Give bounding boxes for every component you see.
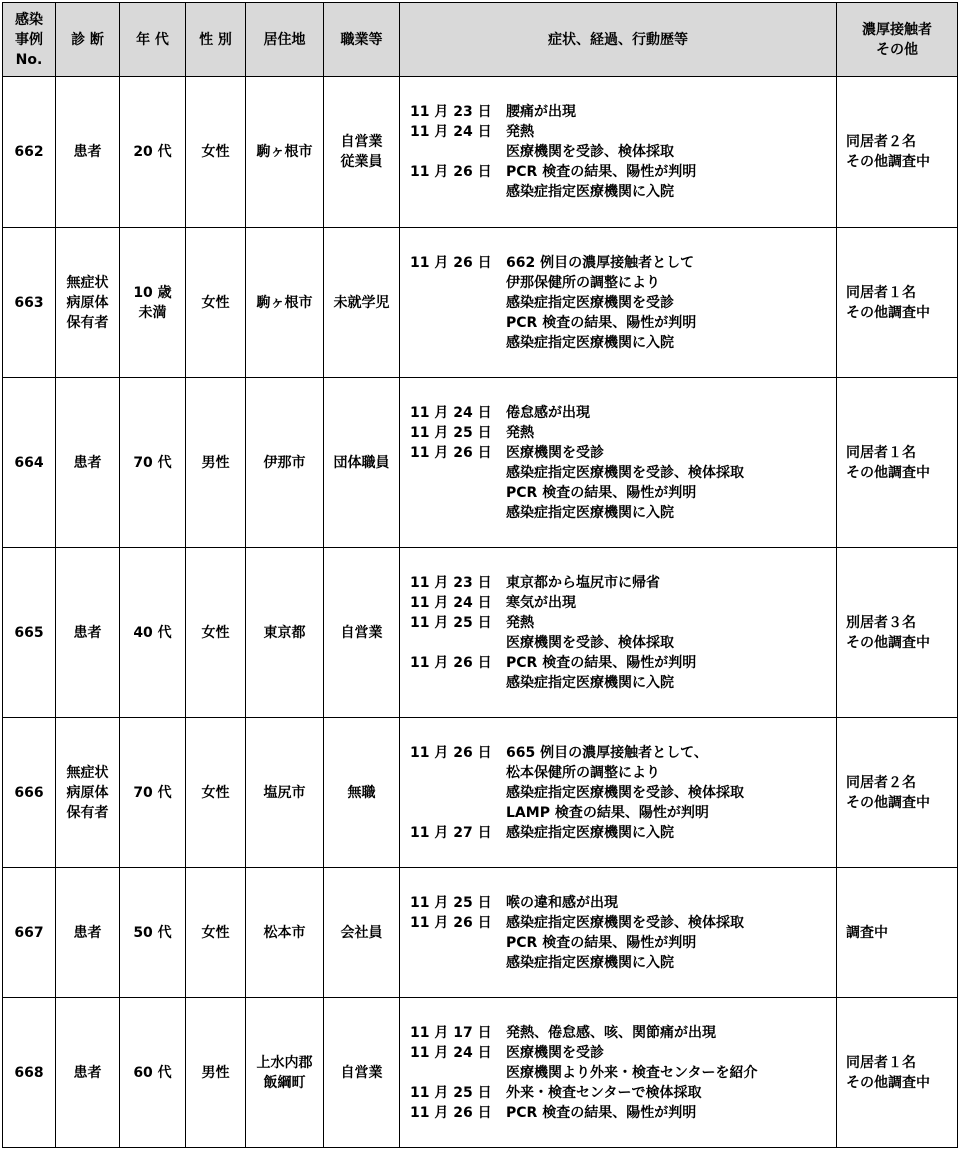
case-number-text: 662 — [14, 144, 44, 160]
course-date: 11 月 27 日 — [410, 824, 492, 841]
diagnosis-cell — [56, 998, 120, 1148]
residence-text: 東京都 — [263, 624, 306, 641]
residence-cell — [246, 378, 324, 548]
course-date: 11 月 26 日 — [410, 164, 492, 180]
course-event: LAMP 検査の結果、陽性が判明 — [506, 804, 709, 821]
course-line — [410, 653, 836, 673]
sex-text: 女性 — [201, 924, 230, 941]
course-event: 感染症指定医療機関に入院 — [506, 504, 674, 521]
course-cell — [400, 718, 837, 868]
course-date: 11 月 26 日 — [410, 254, 492, 271]
case-number-cell — [3, 548, 56, 718]
course-date — [410, 1063, 506, 1083]
residence-cell — [246, 548, 324, 718]
course-event: PCR 検査の結果、陽性が判明 — [506, 1104, 697, 1121]
course-line — [410, 142, 836, 162]
course-event: 倦怠感が出現 — [506, 404, 590, 421]
course-date — [410, 182, 506, 202]
occupation-text: 団体職員 — [333, 454, 390, 471]
residence-text: 駒ヶ根市 — [256, 294, 313, 311]
course-event: 感染症指定医療機関を受診、検体採取 — [506, 464, 744, 481]
course-line — [410, 933, 836, 953]
course-line — [410, 122, 836, 142]
course-date — [410, 503, 506, 523]
course-date — [410, 313, 506, 333]
course-event: 感染症指定医療機関に入院 — [506, 184, 674, 200]
table-row — [3, 718, 958, 868]
course-event: 伊那保健所の調整により — [506, 274, 660, 291]
case-number-cell — [3, 868, 56, 998]
course-cell — [400, 77, 837, 228]
course-line — [410, 893, 836, 913]
course-cell — [400, 998, 837, 1148]
course-line — [410, 953, 836, 973]
course-date: 11 月 25 日 — [410, 424, 492, 441]
course-line — [410, 313, 836, 333]
course-event: 医療機関より外来・検査センターを紹介 — [506, 1064, 758, 1081]
course-date: 11 月 26 日 — [410, 914, 492, 931]
header-contacts: 濃厚接触者 その他 — [837, 3, 958, 77]
occupation-text: 自営業 従業員 — [340, 134, 383, 170]
age-group-cell — [120, 718, 186, 868]
course-date: 11 月 24 日 — [410, 404, 492, 421]
sex-text: 女性 — [201, 784, 230, 801]
course-line — [410, 1063, 836, 1083]
residence-text: 上水内郡 飯綱町 — [256, 1054, 313, 1091]
occupation-text: 自営業 — [340, 624, 383, 641]
course-event: 外来・検査センターで検体採取 — [506, 1084, 702, 1101]
course-date — [410, 673, 506, 693]
diagnosis-text: 患者 — [73, 624, 102, 641]
course-date: 11 月 25 日 — [410, 1084, 492, 1101]
sex-cell — [186, 548, 246, 718]
course-event: 感染症指定医療機関に入院 — [506, 334, 674, 351]
age-group-text: 10 歳 未満 — [133, 284, 172, 321]
course-line — [410, 463, 836, 483]
course-event: 腰痛が出現 — [506, 104, 576, 120]
case-number-cell — [3, 718, 56, 868]
course-line — [410, 613, 836, 633]
course-date — [410, 463, 506, 483]
case-table — [2, 2, 958, 1148]
course-line — [410, 593, 836, 613]
course-date — [410, 483, 506, 503]
residence-text: 駒ヶ根市 — [256, 144, 313, 160]
course-event: 発熱 — [506, 424, 534, 441]
contacts-text: 同居者２名 その他調査中 — [846, 134, 930, 170]
diagnosis-text: 患者 — [73, 924, 102, 941]
course-event: 松本保健所の調整により — [506, 764, 660, 781]
diagnosis-text: 無症状 病原体 保有者 — [66, 764, 109, 821]
residence-cell — [246, 228, 324, 378]
case-number-cell — [3, 228, 56, 378]
course-event: 寒気が出現 — [506, 594, 576, 611]
course-date — [410, 273, 506, 293]
occupation-cell — [324, 548, 400, 718]
course-date — [410, 633, 506, 653]
course-event: 医療機関を受診、検体採取 — [506, 144, 674, 160]
course-cell — [400, 548, 837, 718]
contacts-cell — [837, 378, 958, 548]
course-date — [410, 783, 506, 803]
course-line — [410, 102, 836, 122]
sex-cell — [186, 718, 246, 868]
case-number-cell — [3, 998, 56, 1148]
header-row — [3, 3, 958, 77]
case-number-cell — [3, 378, 56, 548]
table-row — [3, 998, 958, 1148]
course-line — [410, 763, 836, 783]
course-event: 医療機関を受診 — [506, 1044, 604, 1061]
course-line — [410, 743, 836, 763]
sex-cell — [186, 77, 246, 228]
residence-cell — [246, 718, 324, 868]
occupation-cell — [324, 228, 400, 378]
course-line — [410, 293, 836, 313]
diagnosis-cell — [56, 378, 120, 548]
header-sex: 性 別 — [186, 3, 246, 77]
residence-text: 塩尻市 — [263, 784, 306, 801]
contacts-text: 別居者３名 その他調査中 — [846, 614, 930, 651]
age-group-text: 40 代 — [133, 624, 172, 641]
occupation-cell — [324, 77, 400, 228]
contacts-text: 同居者１名 その他調査中 — [846, 444, 930, 481]
course-event: PCR 検査の結果、陽性が判明 — [506, 484, 697, 501]
course-date — [410, 933, 506, 953]
course-date: 11 月 24 日 — [410, 124, 492, 140]
contacts-cell — [837, 77, 958, 228]
course-line — [410, 443, 836, 463]
course-line — [410, 783, 836, 803]
sex-text: 女性 — [201, 294, 230, 311]
occupation-cell — [324, 998, 400, 1148]
course-line — [410, 273, 836, 293]
age-group-cell — [120, 998, 186, 1148]
course-event: 感染症指定医療機関に入院 — [506, 674, 674, 691]
course-date: 11 月 23 日 — [410, 574, 492, 591]
sex-cell — [186, 998, 246, 1148]
case-number-text: 664 — [14, 454, 44, 471]
course-line — [410, 573, 836, 593]
course-line — [410, 483, 836, 503]
sex-cell — [186, 378, 246, 548]
diagnosis-cell — [56, 868, 120, 998]
course-line — [410, 333, 836, 353]
course-line — [410, 1043, 836, 1063]
table-row — [3, 378, 958, 548]
diagnosis-cell — [56, 548, 120, 718]
table-row — [3, 548, 958, 718]
course-event: 感染症指定医療機関に入院 — [506, 824, 674, 841]
course-date: 11 月 23 日 — [410, 104, 492, 120]
course-cell — [400, 868, 837, 998]
course-event: 感染症指定医療機関を受診、検体採取 — [506, 914, 744, 931]
course-line — [410, 253, 836, 273]
residence-cell — [246, 868, 324, 998]
occupation-text: 無職 — [347, 784, 376, 801]
diagnosis-cell — [56, 228, 120, 378]
diagnosis-text: 患者 — [73, 454, 102, 471]
course-date — [410, 142, 506, 162]
course-event: 665 例目の濃厚接触者として、 — [506, 744, 708, 761]
course-event: 喉の違和感が出現 — [506, 894, 618, 911]
course-line — [410, 403, 836, 423]
sex-cell — [186, 868, 246, 998]
course-event: 東京都から塩尻市に帰省 — [506, 574, 660, 591]
contacts-cell — [837, 718, 958, 868]
occupation-cell — [324, 868, 400, 998]
case-number-text: 668 — [14, 1064, 44, 1081]
course-event: 医療機関を受診、検体採取 — [506, 634, 674, 651]
header-diagnosis: 診 断 — [56, 3, 120, 77]
course-event: PCR 検査の結果、陽性が判明 — [506, 164, 697, 180]
diagnosis-text: 無症状 病原体 保有者 — [66, 274, 109, 331]
contacts-cell — [837, 868, 958, 998]
age-group-text: 20 代 — [133, 144, 172, 160]
course-event: 感染症指定医療機関を受診、検体採取 — [506, 784, 744, 801]
course-date: 11 月 25 日 — [410, 614, 492, 631]
occupation-cell — [324, 718, 400, 868]
course-line — [410, 633, 836, 653]
age-group-cell — [120, 868, 186, 998]
age-group-cell — [120, 548, 186, 718]
diagnosis-text: 患者 — [73, 1064, 102, 1081]
age-group-text: 50 代 — [133, 924, 172, 941]
course-date: 11 月 26 日 — [410, 744, 492, 761]
course-event: 感染症指定医療機関を受診 — [506, 294, 674, 311]
course-line — [410, 913, 836, 933]
course-date: 11 月 26 日 — [410, 1104, 492, 1121]
sex-text: 女性 — [201, 144, 230, 160]
course-line — [410, 1083, 836, 1103]
header-residence: 居住地 — [246, 3, 324, 77]
residence-cell — [246, 77, 324, 228]
course-event: 医療機関を受診 — [506, 444, 604, 461]
diagnosis-text: 患者 — [73, 144, 102, 160]
case-number-text: 667 — [14, 924, 44, 941]
contacts-text: 同居者１名 その他調査中 — [846, 284, 930, 321]
course-line — [410, 1103, 836, 1123]
table-row — [3, 77, 958, 228]
sex-text: 男性 — [201, 454, 230, 471]
course-date: 11 月 26 日 — [410, 654, 492, 671]
course-event: 発熱 — [506, 614, 534, 631]
occupation-text: 自営業 — [340, 1064, 383, 1081]
age-group-text: 60 代 — [133, 1064, 172, 1081]
course-date — [410, 293, 506, 313]
course-cell — [400, 378, 837, 548]
course-date: 11 月 24 日 — [410, 1044, 492, 1061]
contacts-cell — [837, 548, 958, 718]
table-row — [3, 868, 958, 998]
case-number-text: 665 — [14, 624, 44, 641]
diagnosis-cell — [56, 77, 120, 228]
course-date — [410, 333, 506, 353]
sex-text: 女性 — [201, 624, 230, 641]
course-line — [410, 1023, 836, 1043]
diagnosis-cell — [56, 718, 120, 868]
header-course: 症状、経過、行動歴等 — [400, 3, 837, 77]
course-date: 11 月 25 日 — [410, 894, 492, 911]
case-number-text: 666 — [14, 784, 44, 801]
course-event: PCR 検査の結果、陽性が判明 — [506, 314, 697, 331]
age-group-text: 70 代 — [133, 784, 172, 801]
course-line — [410, 673, 836, 693]
sex-text: 男性 — [201, 1064, 230, 1081]
age-group-cell — [120, 77, 186, 228]
residence-text: 伊那市 — [263, 454, 306, 471]
course-line — [410, 503, 836, 523]
table-row — [3, 228, 958, 378]
course-date: 11 月 24 日 — [410, 594, 492, 611]
header-age: 年 代 — [120, 3, 186, 77]
course-date: 11 月 26 日 — [410, 444, 492, 461]
age-group-text: 70 代 — [133, 454, 172, 471]
course-date — [410, 763, 506, 783]
contacts-text: 同居者２名 その他調査中 — [846, 774, 930, 811]
residence-text: 松本市 — [263, 924, 306, 941]
contacts-text: 同居者１名 その他調査中 — [846, 1054, 930, 1091]
contacts-cell — [837, 998, 958, 1148]
header-occupation: 職業等 — [324, 3, 400, 77]
course-line — [410, 423, 836, 443]
case-number-cell — [3, 77, 56, 228]
course-date — [410, 953, 506, 973]
header-case-no: 感染 事例 No. — [3, 3, 56, 77]
course-date — [410, 803, 506, 823]
case-number-text: 663 — [14, 294, 44, 311]
course-event: 662 例目の濃厚接触者として — [506, 254, 695, 271]
course-line — [410, 162, 836, 182]
course-line — [410, 803, 836, 823]
course-event: 感染症指定医療機関に入院 — [506, 954, 674, 971]
age-group-cell — [120, 228, 186, 378]
sex-cell — [186, 228, 246, 378]
occupation-text: 会社員 — [340, 924, 383, 941]
occupation-cell — [324, 378, 400, 548]
residence-cell — [246, 998, 324, 1148]
course-date: 11 月 17 日 — [410, 1024, 492, 1041]
course-line — [410, 182, 836, 202]
course-event: PCR 検査の結果、陽性が判明 — [506, 934, 697, 951]
occupation-text: 未就学児 — [333, 294, 390, 311]
course-event: 発熱 — [506, 124, 534, 140]
contacts-text: 調査中 — [846, 924, 888, 941]
course-cell — [400, 228, 837, 378]
course-line — [410, 823, 836, 843]
course-event: PCR 検査の結果、陽性が判明 — [506, 654, 697, 671]
course-event: 発熱、倦怠感、咳、関節痛が出現 — [506, 1024, 716, 1041]
contacts-cell — [837, 228, 958, 378]
age-group-cell — [120, 378, 186, 548]
